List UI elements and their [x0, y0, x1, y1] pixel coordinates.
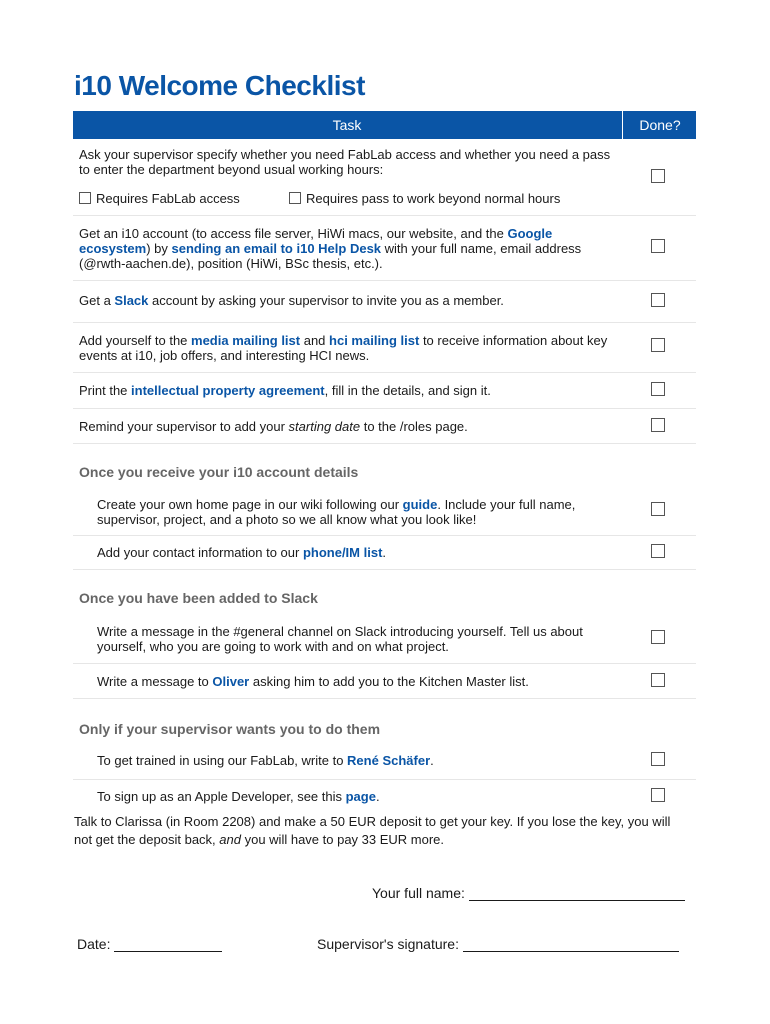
done-checkbox[interactable] [651, 338, 665, 352]
task-text: Get a Slack account by asking your supervisor to invite you as a member. [79, 293, 504, 308]
fablab-checkbox[interactable] [79, 192, 91, 204]
checklist-row [73, 215, 696, 281]
checklist-row [73, 408, 696, 444]
checklist-row [73, 614, 696, 664]
table-header [73, 111, 696, 139]
checklist-row [73, 779, 696, 812]
done-checkbox[interactable] [651, 293, 665, 307]
page-title: i10 Welcome Checklist [74, 70, 365, 101]
done-checkbox[interactable] [651, 382, 665, 396]
date-field[interactable] [77, 936, 222, 952]
pass-checkbox[interactable] [289, 192, 301, 204]
done-checkbox[interactable] [651, 630, 665, 644]
done-checkbox[interactable] [651, 239, 665, 253]
full-name-line[interactable] [469, 900, 685, 901]
done-checkbox[interactable] [651, 502, 665, 516]
task-text: Add yourself to the media mailing list and hci mailing list to receive information about key events at i10, job offers, and interesting HCI news. [79, 333, 608, 363]
ip-agreement-link[interactable]: intellectual property agreement [131, 383, 325, 398]
task-text: Print the intellectual property agreement, fill in the details, and sign it. [79, 383, 491, 398]
task-text: Write a message to Oliver asking him to add you to the Kitchen Master list. [97, 674, 529, 689]
pass-option[interactable]: Requires pass to work beyond normal hours [289, 191, 560, 206]
done-checkbox[interactable] [651, 418, 665, 432]
done-checkbox[interactable] [651, 673, 665, 687]
checklist-row [73, 535, 696, 570]
section-heading: Only if your supervisor wants you to do them [79, 721, 381, 737]
task-text: Remind your supervisor to add your starting date to the /roles page. [79, 419, 468, 434]
checklist-row [73, 372, 696, 409]
key-deposit-note: Talk to Clarissa (in Room 2208) and make a 50 EUR deposit to get your key. If you lose the key, you will not get the deposit back, and you will have to pay 33 EUR more. [74, 814, 671, 847]
checklist-row [73, 322, 696, 373]
section-heading: Once you have been added to Slack [79, 590, 318, 606]
fablab-option[interactable]: Requires FabLab access [79, 191, 240, 206]
date-line[interactable] [114, 951, 222, 952]
signature-line[interactable] [463, 951, 679, 952]
task-text: Get an i10 account (to access file server, HiWi macs, our website, and the Google ecosystem) by sending an email to i10 Help Desk with your full name, email address (@rwth-aachen.de), position (HiWi, BSc thesis, etc.). [79, 226, 582, 271]
task-text: To get trained in using our FabLab, write to René Schäfer. [97, 753, 434, 768]
oliver-link[interactable]: Oliver [212, 674, 250, 689]
media-mailing-list-link[interactable]: media mailing list [191, 333, 301, 348]
task-text: Ask your supervisor specify whether you need FabLab access and whether you need a pass to enter the department beyond usual working hours: [79, 147, 611, 177]
phone-im-list-link[interactable]: phone/IM list [302, 545, 383, 560]
signature-label: Supervisor's signature: [317, 936, 459, 952]
done-checkbox[interactable] [651, 169, 665, 183]
task-text: Add your contact information to our phone/IM list. [97, 545, 387, 560]
task-text: Create your own home page in our wiki following our guide. Include your full name, supervisor, project, and a photo so we all know what you look like! [97, 497, 576, 527]
task-column-header: Task [332, 117, 362, 133]
done-checkbox[interactable] [651, 544, 665, 558]
done-checkbox[interactable] [651, 788, 665, 802]
guide-link[interactable]: guide [402, 497, 438, 512]
date-label: Date: [77, 936, 111, 952]
checklist-row [73, 744, 696, 780]
checklist-row [73, 139, 696, 216]
rene-schaefer-link[interactable]: René Schäfer [347, 753, 431, 768]
done-checkbox[interactable] [651, 752, 665, 766]
task-text: Write a message in the #general channel on Slack introducing yourself. Tell us about yourself, who you are going to work with and on what project. [97, 624, 583, 654]
checklist-row [73, 280, 696, 323]
checklist-row [73, 663, 696, 699]
section-heading: Once you receive your i10 account details [79, 464, 359, 480]
signature-field[interactable] [317, 936, 679, 952]
hci-mailing-list-link[interactable]: hci mailing list [329, 333, 420, 348]
google-ecosystem-link[interactable]: Google ecosystem [79, 226, 553, 256]
checklist-row [73, 488, 696, 536]
apple-developer-page-link[interactable]: page [345, 789, 376, 804]
help-desk-email-link[interactable]: sending an email to i10 Help Desk [171, 241, 382, 256]
full-name-label: Your full name: [372, 885, 465, 901]
task-text: To sign up as an Apple Developer, see this page. [97, 789, 380, 804]
full-name-field[interactable] [372, 885, 685, 901]
slack-link[interactable]: Slack [114, 293, 149, 308]
done-column-header: Done? [622, 111, 697, 139]
